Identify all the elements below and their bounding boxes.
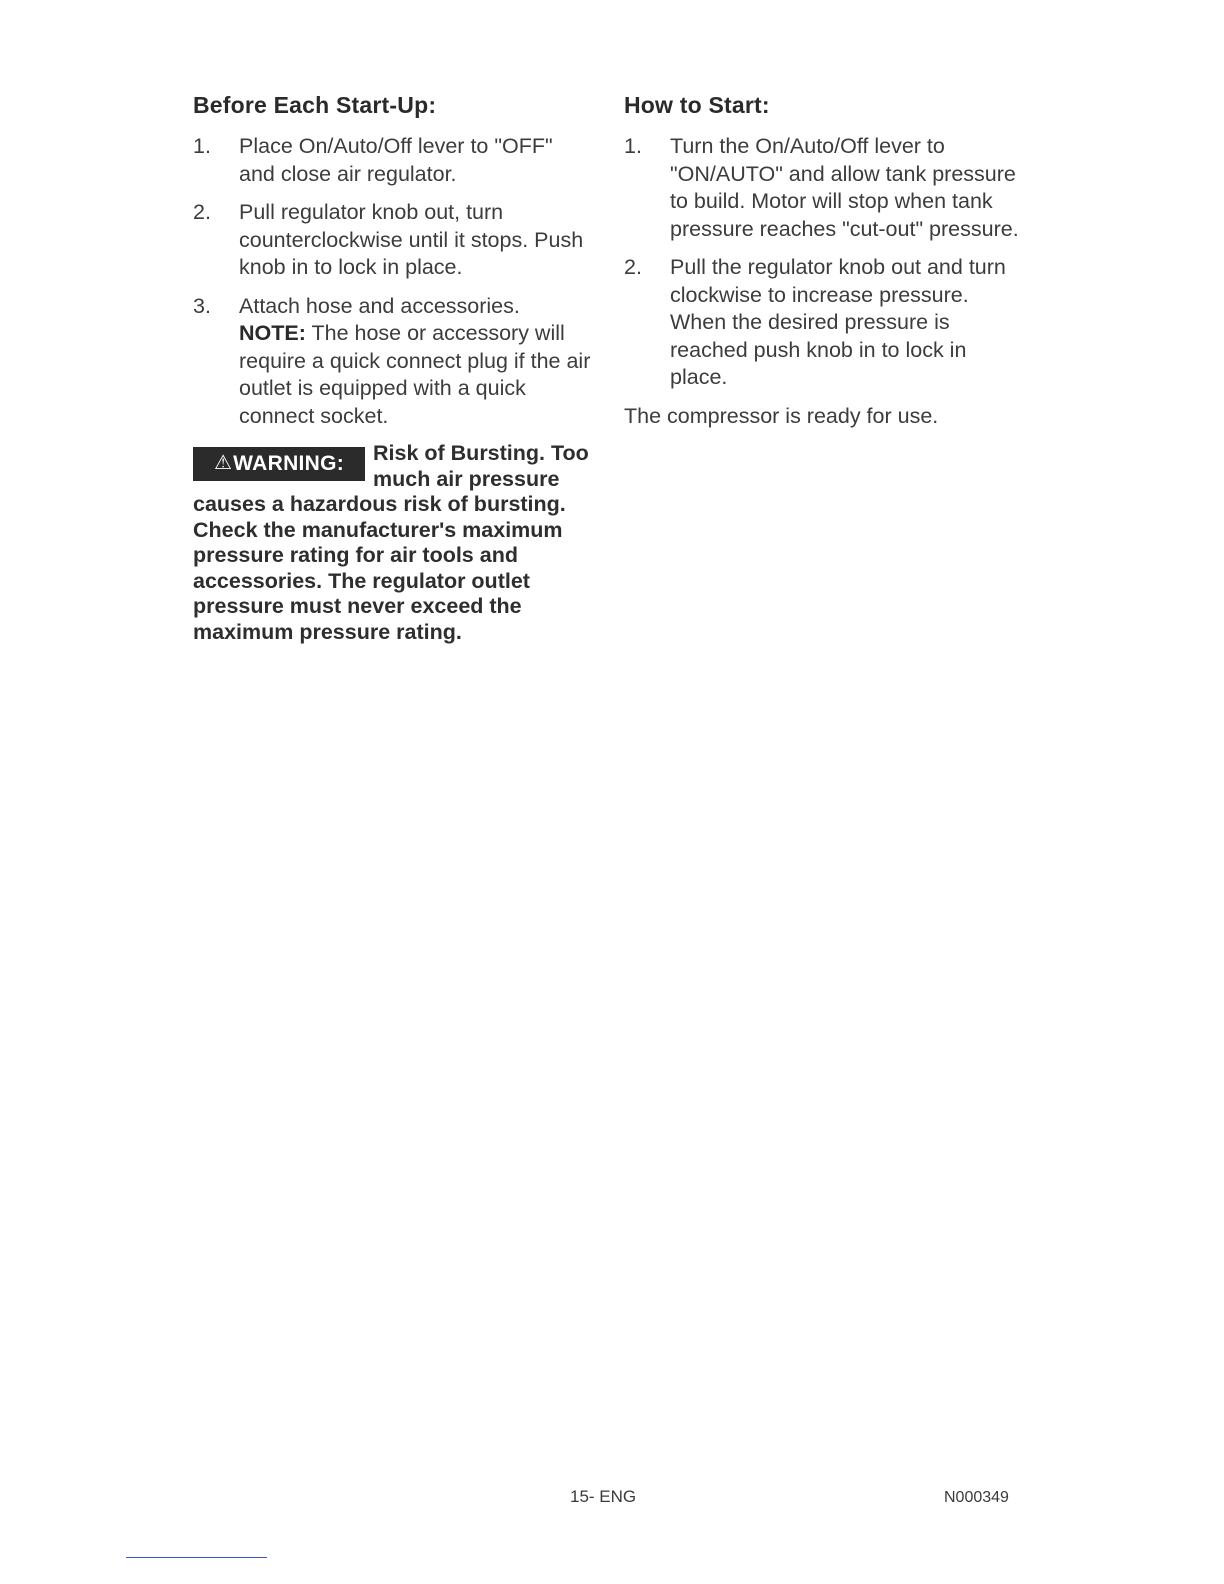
warning-badge bbox=[193, 447, 365, 481]
step-number: 2. bbox=[193, 200, 211, 224]
warning-block bbox=[193, 441, 593, 645]
how-to-start-heading: How to Start: bbox=[624, 92, 770, 118]
right-column bbox=[624, 92, 1024, 430]
document-code: N000349 bbox=[944, 1489, 1009, 1506]
before-startup-steps bbox=[193, 133, 593, 430]
step-number: 2. bbox=[624, 255, 642, 279]
list-item bbox=[193, 293, 593, 431]
step-text: Turn the On/Auto/Off lever to "ON/AUTO" and allow tank pressure to build. Motor will stop when tank pressure reaches "cut-out" pressure. bbox=[670, 134, 1019, 241]
note-text: The hose or accessory will require a quick connect plug if the air outlet is equipped with a quick connect socket. bbox=[239, 321, 591, 428]
step-text: Pull regulator knob out, turn counterclockwise until it stops. Push knob in to lock in place. bbox=[239, 200, 584, 279]
step-number: 3. bbox=[193, 293, 211, 318]
step-main-text: Attach hose and accessories. bbox=[239, 293, 520, 318]
note-label: NOTE: bbox=[239, 321, 306, 345]
list-item bbox=[624, 254, 1024, 392]
step-number: 1. bbox=[624, 134, 642, 158]
warning-triangle-icon: ⚠ bbox=[213, 452, 233, 475]
before-startup-heading: Before Each Start-Up: bbox=[193, 92, 437, 118]
warning-text: Risk of Bursting. Too much air pressure causes a hazardous risk of bursting. Check the manufacturer's maximum pressure rating for air tools and accessories. The regulator outlet pressure must never exceed the maximum pressure rating. bbox=[193, 441, 589, 644]
how-to-start-steps bbox=[624, 133, 1024, 392]
warning-badge-label: WARNING: bbox=[233, 452, 345, 476]
list-item bbox=[193, 199, 593, 282]
bottom-rule bbox=[126, 1557, 267, 1558]
step-number: 1. bbox=[193, 134, 211, 158]
step-text: Place On/Auto/Off lever to "OFF" and close air regulator. bbox=[239, 134, 553, 186]
step-text bbox=[239, 293, 593, 431]
step-text: Pull the regulator knob out and turn clockwise to increase pressure. When the desired pressure is reached push knob in to lock in place. bbox=[670, 255, 1006, 389]
page-number: 15- ENG bbox=[570, 1487, 637, 1506]
list-item bbox=[624, 133, 1024, 243]
list-item bbox=[193, 133, 593, 188]
ready-statement: The compressor is ready for use. bbox=[624, 403, 939, 428]
left-column bbox=[193, 92, 593, 645]
